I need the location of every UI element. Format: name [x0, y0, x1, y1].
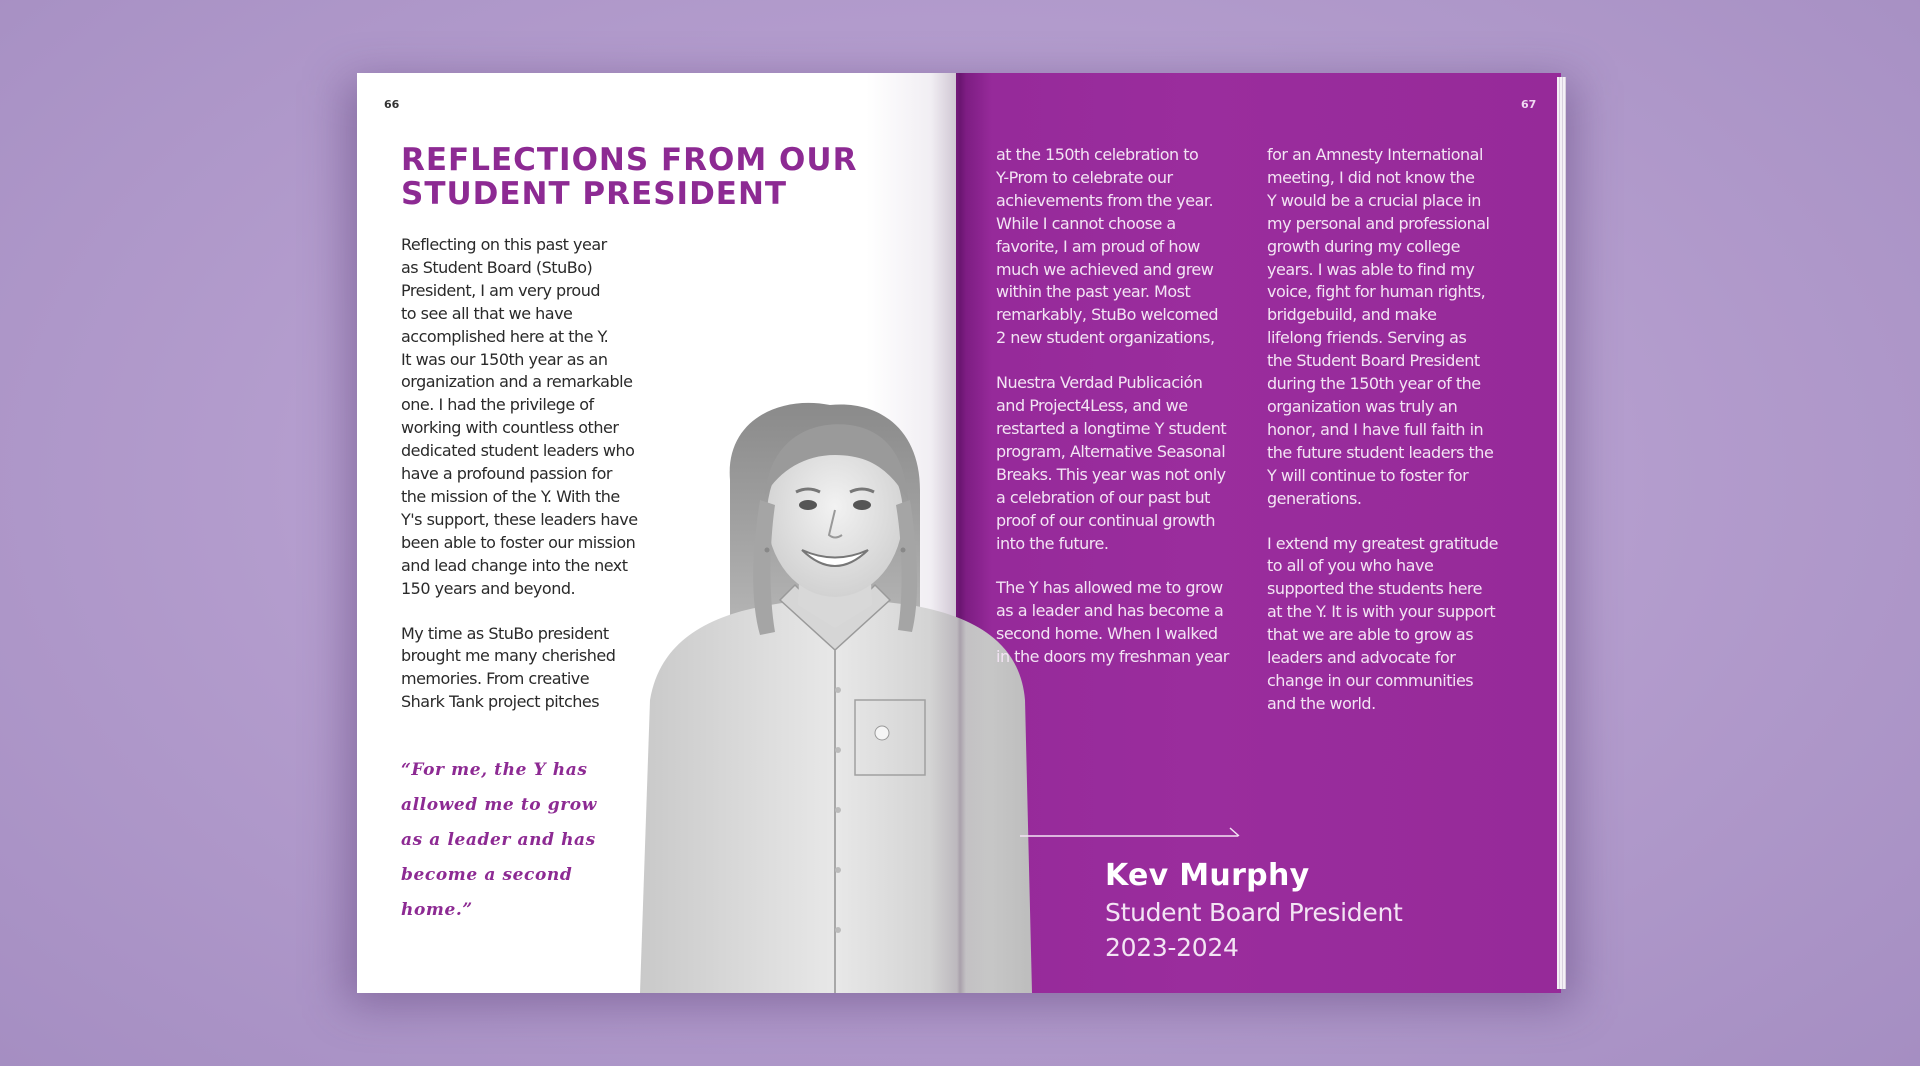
signature-years: 2023-2024 — [1105, 933, 1239, 962]
signature-name: Kev Murphy — [1105, 858, 1310, 893]
left-page-number: 66 — [384, 98, 400, 111]
middle-paragraph: at the 150th celebration to Y-Prom to celebrate our achievements from the year. While I cannot choose a favorite, I am proud of how much we achieved and grew within the past year. Most remarkably, StuBo welcomed 2 new student organizations, — [996, 145, 1219, 348]
middle-paragraph: The Y has allowed me to grow as a leader and has become a second home. When I walked in the doors my freshman year — [996, 578, 1229, 667]
right-column-text — [1267, 144, 1537, 716]
page-edges — [1557, 77, 1566, 989]
left-paragraph: Reflecting on this past year as Student Board (StuBo) President, I am very proud to see all that we have accomplished here at the Y. It was our 150th year as an organization and a remarkable one. I had the privilege of working with countless other dedicated student leaders who have a profound passion for the mission of the Y. With the Y's support, these leaders have been able to foster our mission and lead change into the next 150 years and beyond. — [401, 235, 638, 598]
right-paragraph: for an Amnesty International meeting, I did not know the Y would be a crucial place in my personal and professional growth during my college years. I was able to find my voice, fight for human rights, bridgebuild, and make lifelong friends. Serving as the Student Board President during the 150th year of the organization was truly an honor, and I have full faith in the future student leaders the Y will continue to foster for generations. — [1267, 145, 1494, 508]
left-paragraph: My time as StuBo president brought me many cherished memories. From creative Shark Tank project pitches — [401, 623, 616, 712]
signature-role: Student Board President — [1105, 898, 1403, 927]
middle-paragraph: Nuestra Verdad Publicación and Project4Less, and we restarted a longtime Y student program, Alternative Seasonal Breaks. This year was not only a celebration of our past but proof of our continual growth into the future. — [996, 373, 1227, 553]
student-portrait-photo — [620, 400, 1050, 993]
pull-quote: “For me, the Y has allowed me to grow as a leader and has become a second home.” — [401, 760, 597, 920]
arrow-line-icon — [1020, 825, 1242, 839]
article-title: REFLECTIONS FROM OUR STUDENT PRESIDENT — [401, 142, 858, 212]
right-page-number: 67 — [1521, 98, 1537, 111]
middle-column-text — [996, 144, 1266, 669]
right-paragraph: I extend my greatest gratitude to all of you who have supported the students here at the Y. It is with your support that we are able to grow as leaders and advocate for change in our communities and the world. — [1267, 533, 1498, 713]
